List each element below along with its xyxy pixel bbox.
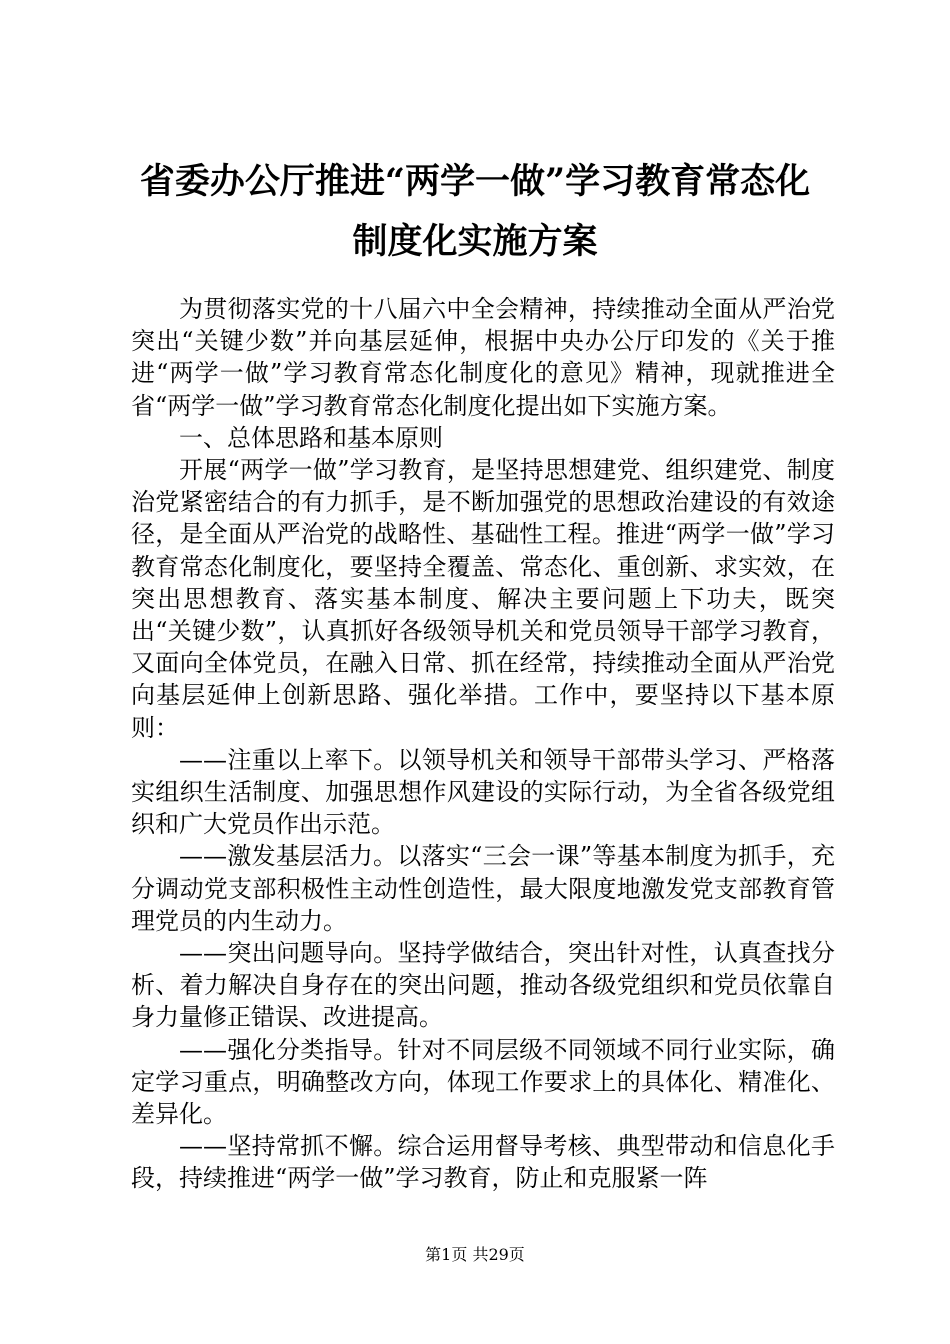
document-body xyxy=(131,293,835,1195)
paragraph-overview: 开展“两学一做”学习教育，是坚持思想建党、组织建党、制度治党紧密结合的有力抓手，是不断加强党的思想政治建设的有效途径，是全面从严治党的战略性、基础性工程。推进“两学一做”学习教育常态化制度化，要坚持全覆盖、常态化、重创新、求实效，在突出思想教育、落实基本制度、解决主要问题上下功夫，既突出“关键少数”，认真抓好各级领导机关和党员领导干部学习教育，又面向全体党员，在融入日常、抓在经常，持续推动全面从严治党向基层延伸上创新思路、强化举措。工作中，要坚持以下基本原则： xyxy=(131,456,835,742)
principle-persistence: ——坚持常抓不懈。综合运用督导考核、典型带动和信息化手段，持续推进“两学一做”学习教育，防止和克服紧一阵 xyxy=(131,1132,835,1193)
paragraph-intro: 为贯彻落实党的十八届六中全会精神，持续推动全面从严治党突出“关键少数”并向基层延伸，根据中央办公厅印发的《关于推进“两学一做”学习教育常态化制度化的意见》精神，现就推进全省“两学一做”学习教育常态化制度化提出如下实施方案。 xyxy=(131,295,835,420)
document-title-line-2: 制度化实施方案 xyxy=(352,221,598,262)
section-heading-1: 一、总体思路和基本原则 xyxy=(179,423,443,452)
page-number-footer: 第1页 共29页 xyxy=(425,1245,525,1264)
document-title-line-1: 省委办公厅推进“两学一做”学习教育常态化 xyxy=(139,161,811,202)
principle-grassroots-vitality: ——激发基层活力。以落实“三会一课”等基本制度为抓手，充分调动党支部积极性主动性创造性，最大限度地激发党支部教育管理党员的内生动力。 xyxy=(131,842,835,935)
principle-lead-by-example: ——注重以上率下。以领导机关和领导干部带头学习、严格落实组织生活制度、加强思想作风建设的实际行动，为全省各级党组织和广大党员作出示范。 xyxy=(131,745,835,839)
principle-problem-oriented: ——突出问题导向。坚持学做结合，突出针对性，认真查找分析、着力解决自身存在的突出问题，推动各级党组织和党员依靠自身力量修正错误、改进提高。 xyxy=(131,939,835,1032)
principle-classified-guidance: ——强化分类指导。针对不同层级不同领域不同行业实际，确定学习重点，明确整改方向，体现工作要求上的具体化、精准化、差异化。 xyxy=(131,1035,835,1129)
